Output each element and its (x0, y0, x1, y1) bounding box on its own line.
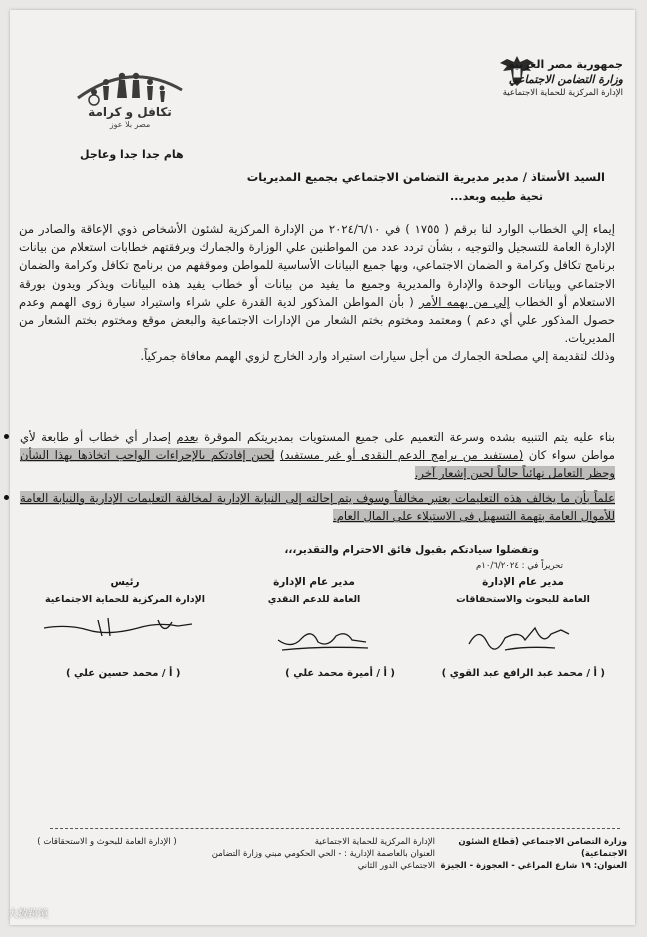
letter-body (19, 220, 615, 366)
signature-title: رئيس (110, 576, 140, 588)
signatory-name-1: ( أ / محمد عبد الرافع عبد القوي ) (441, 668, 605, 679)
addressee: السيد الأستاذ / مدير مديرية التضامن الاجتماعي بجميع المديريات (246, 170, 605, 184)
document-page (10, 10, 635, 925)
instruction-emphasis: بعدم (176, 430, 199, 444)
country-name: جمهورية مصر العربية (508, 58, 623, 71)
footer-central-admin-address: العنوان بالعاصمة الإدارية : - الحي الحكومي مبني وزارة التضامن الاجتماعي الدور الثاني (211, 849, 435, 871)
paragraph-2: وذلك لتقديمة إلي مصلحة الجمارك من أجل سيارات استيراد وارد الخارج لزوي الهمم معافاة جمركياً. (140, 349, 615, 364)
instruction-highlight: علماً بأن ما يخالف هذه التعليمات يعتبر مخالفاً وسوف يتم إحالته إلى النيابة الإدارية لمخالفة التعليمات الإدارية والنيابة العامة للأموال العامة بتهمة التسهيل فى الاستيلاء على المال العام. (20, 490, 615, 523)
signatory-name-2: ( أ / أميرة محمد علي ) (285, 668, 395, 679)
watermark: 大数跨境 (8, 909, 48, 920)
paragraph-1-text-b: ( بأن المواطن المذكور لدية القدرة علي شراء واستيراد سيارة زوى الهمم وعدم حصول المذكور علي أي دعم ) ومعتمد ومختوم بختم الشعار من الإدارات الاجتماعية والبعض موقع ومختوم بختم الشعار من المديريات. (19, 294, 615, 346)
signatory-name-3: ( أ / محمد حسين علي ) (66, 668, 181, 679)
date-line: تحريراً في : ١٠/٦/٢٠٢٤م (476, 561, 564, 571)
signature-block-research (433, 576, 613, 605)
footer-ministry-address: العنوان: ١٩ شارع المراغي - العجوزة - الجيزة (440, 861, 627, 871)
footer-research-dept (32, 836, 182, 848)
signature-handwritten-2 (272, 620, 372, 656)
signature-title: مدير عام الإدارة (273, 576, 355, 588)
logo-name: تكافل و كرامة (88, 105, 172, 119)
signature-handwritten-3 (38, 610, 198, 644)
footer-research-dept-name: ( الإدارة العامة للبحوث و الاستحقاقات ) (37, 837, 177, 847)
signature-subtitle: العامة للدعم النقدي (267, 594, 361, 605)
footer-central-admin (195, 836, 435, 872)
signature-title: مدير عام الإدارة (482, 576, 564, 588)
logo-tagline: مصر بلا عوز (109, 120, 151, 129)
bullet-icon (4, 434, 9, 439)
signature-block-cash-support (229, 576, 399, 605)
footer-ministry-name: وزارة التضامن الاجتماعي (قطاع الشئون الاجتماعية) (458, 837, 627, 859)
closing-line: وتفضلوا سيادتكم بقبول فائق الاحترام والتقدير،،، (284, 544, 539, 556)
to-whom-it-may-concern: إلي من يهمه الأمر (418, 294, 510, 309)
signature-block-head (30, 576, 220, 605)
instruction-item (10, 489, 615, 525)
signature-subtitle: الإدارة المركزية للحماية الاجتماعية (44, 594, 205, 605)
paragraph-1-text-a: إيماء إلي الخطاب الوارد لنا برقم ( ١٧٥٥ ) في ٢٠٢٤/٦/١٠ من الإدارة المركزية لشئون الأشخاص ذوي الإعاقة والصادر من الإدارة العامة للتسجيل والتوجيه ، بشأن تردد عدد من المواطنين علي الوزارة والجمارك وبرفقتهم خطابات استعلام من بيانات برنامج تكافل وكرامة و الضمان الاجتماعي، وبها جميع البيانات الأساسية للمواطن وموقفهم من برنامج تكافل وكرامة والضمان الاجتماعي وبيانات الوحدة والإدارة والمديرية وجميع ما يفيد من بيانات أو خطاب يفيد هذه البيانات ويذكر ويدون بورقة الاستعلام أو الخطاب (19, 222, 615, 309)
footer-divider (50, 828, 620, 829)
footer-central-admin-name: الإدارة المركزية للحماية الاجتماعية (314, 837, 435, 847)
signature-handwritten-1 (465, 616, 575, 656)
ministry-name: وزارة التضامن الاجتماعي (508, 73, 623, 86)
bullet-icon (4, 495, 9, 500)
ministry-header (443, 58, 623, 98)
signature-subtitle: العامة للبحوث والاستحقاقات (456, 594, 590, 605)
instruction-item (10, 428, 615, 483)
footer-ministry (437, 836, 627, 872)
department-name: الإدارة المركزية للحماية الاجتماعية (502, 88, 623, 98)
greeting: تحية طيبه وبعد... (450, 190, 543, 203)
urgent-label: هام جدا جدا وعاجل (80, 148, 184, 161)
paragraph-1 (19, 220, 615, 347)
instruction-highlight: لحين إفادتكم بالإجراءات الواجب اتخاذها بهذا الشأن وحظر التعامل نهائياً حالياً لحين إشعار آخر. (20, 448, 615, 481)
instructions-list (10, 428, 615, 525)
instruction-text: بناء عليه يتم التنبيه بشده وسرعة التعميم على جميع المستويات بمديريتكم الموقرة (204, 430, 615, 444)
instruction-emphasis: (مستفيد من برامج الدعم النقدى أو غير مستفيد) (279, 448, 524, 463)
instruction-text: إصدار أي خطاب أو طابعة لأي مواطن سواء كان (20, 430, 616, 463)
